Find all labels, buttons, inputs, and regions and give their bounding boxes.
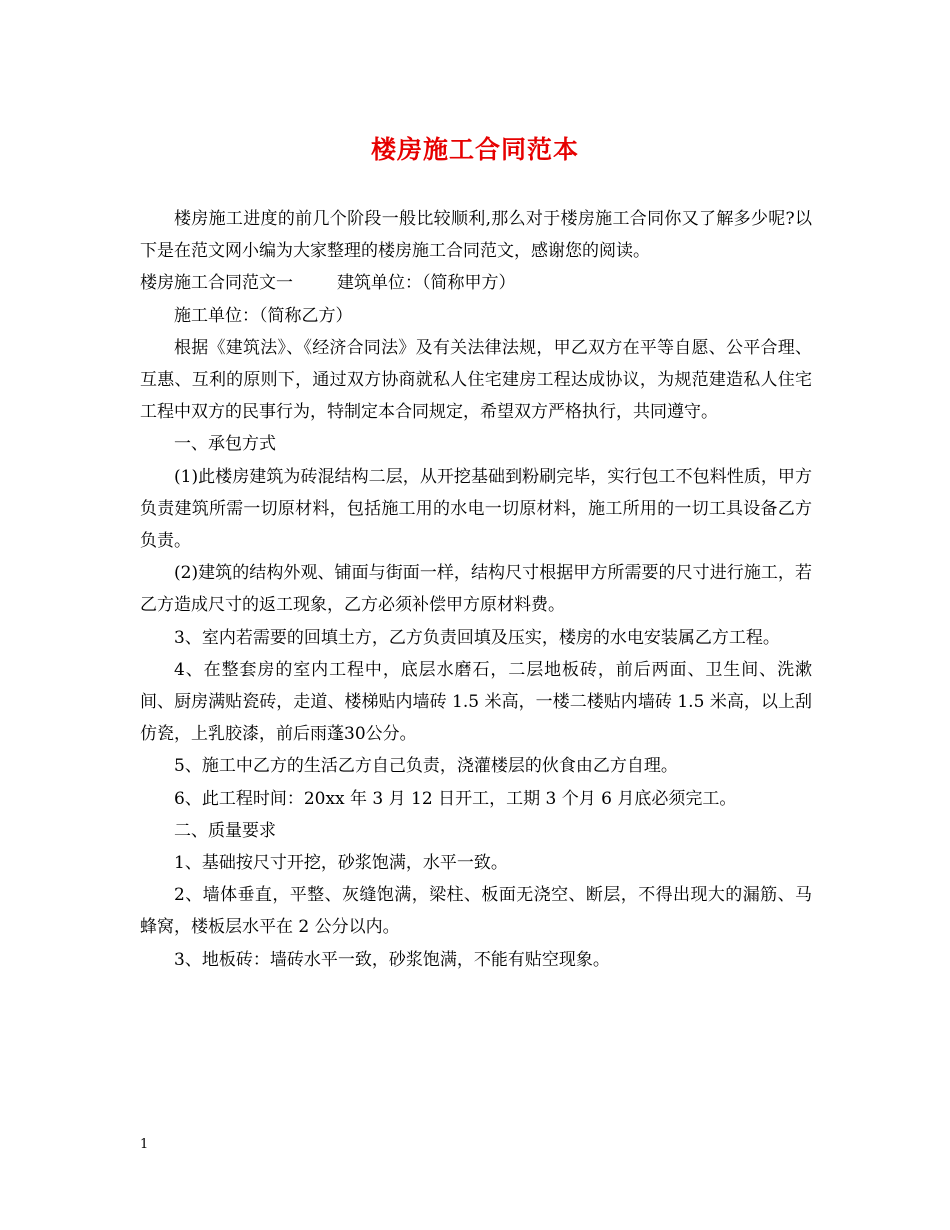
paragraph-quality-2: 2、墙体垂直，平整、灰缝饱满，梁柱、板面无浇空、断层，不得出现大的漏筋、马蜂窝，楼板层水平在 2 公分以内。 <box>140 885 812 938</box>
document-body <box>140 203 812 976</box>
document-title: 楼房施工合同范本 <box>370 135 579 164</box>
paragraph-item-4: 4、在整套房的室内工程中，底层水磨石，二层地板砖，前后两面、卫生间、洗漱间、厨房满贴瓷砖，走道、楼梯贴内墙砖 1.5 米高，一楼二楼贴内墙砖 1.5 米高，以上刮仿瓷，上乳胶漆，前后雨蓬30公分。 <box>140 659 812 745</box>
paragraph-quality-1: 1、基础按尺寸开挖，砂浆饱满，水平一致。 <box>174 853 508 874</box>
paragraph-item-1: (1)此楼房建筑为砖混结构二层，从开挖基础到粉刷完毕，实行包工不包料性质，甲方负责建筑所需一切原材料，包括施工用的水电一切原材料，施工所用的一切工具设备乙方负责。 <box>140 466 812 552</box>
page-number: 1 <box>140 1137 149 1152</box>
party-a-label: 建筑单位：（简称甲方） <box>337 273 516 294</box>
paragraph-basis: 根据《建筑法》、《经济合同法》及有关法律法规，甲乙双方在平等自愿、公平合理、互惠、互利的原则下，通过双方协商就私人住宅建房工程达成协议，为规范建造私人住宅工程中双方的民事行为，特制定本合同规定，希望双方严格执行，共同遵守。 <box>140 337 812 423</box>
section-heading-contracting: 一、承包方式 <box>174 434 276 455</box>
paragraph-item-6: 6、此工程时间：20xx 年 3 月 12 日开工，工期 3 个月 6 月底必须完工。 <box>174 788 737 809</box>
paragraph-party-b: 施工单位：（简称乙方） <box>174 305 353 326</box>
paragraph-item-3: 3、室内若需要的回填土方，乙方负责回填及压实，楼房的水电安装属乙方工程。 <box>174 627 780 648</box>
paragraph-sample-line <box>140 267 812 299</box>
sample-title: 楼房施工合同范文一 <box>140 273 293 294</box>
paragraph-quality-3: 3、地板砖：墙砖水平一致，砂浆饱满，不能有贴空现象。 <box>174 949 610 970</box>
section-heading-quality: 二、质量要求 <box>174 820 276 841</box>
paragraph-item-2: (2)建筑的结构外观、铺面与街面一样，结构尺寸根据甲方所需要的尺寸进行施工，若乙方造成尺寸的返工现象，乙方必须补偿甲方原材料费。 <box>140 563 812 616</box>
paragraph-item-5: 5、施工中乙方的生活乙方自己负责，浇灌楼层的伙食由乙方自理。 <box>174 756 678 777</box>
paragraph-intro: 楼房施工进度的前几个阶段一般比较顺利,那么对于楼房施工合同你又了解多少呢?以下是在范文网小编为大家整理的楼房施工合同范文，感谢您的阅读。 <box>140 209 812 262</box>
